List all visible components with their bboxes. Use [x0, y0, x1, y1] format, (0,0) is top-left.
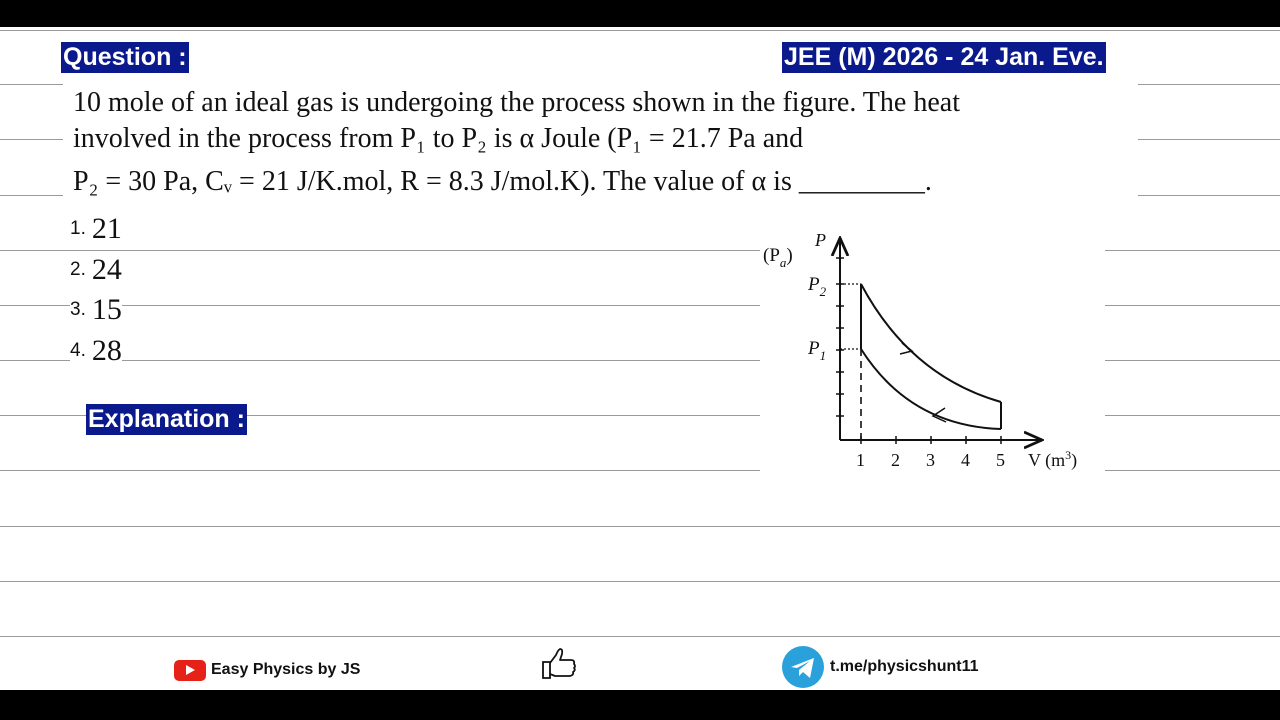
explanation-tag: Explanation :	[88, 405, 245, 433]
arrow-left-icon	[933, 408, 946, 422]
telegram-link[interactable]	[782, 647, 979, 687]
x-axis-label: V $(m^3)$	[1028, 448, 1078, 470]
x-tick-label: 3	[926, 450, 935, 470]
x-tick-label: 4	[961, 450, 970, 470]
p2-label: $P_2$	[808, 274, 827, 299]
y-unit-label: $(P_a)$	[763, 245, 793, 270]
ruled-line	[0, 30, 1280, 31]
upper-curve	[861, 284, 1001, 402]
bottom-black-bar	[0, 690, 1280, 720]
ruled-line	[0, 636, 1280, 637]
pv-diagram-svg	[760, 226, 1105, 474]
telegram-handle: t.me/physicshunt11	[830, 658, 979, 675]
option-value: 24	[91, 253, 122, 286]
youtube-icon	[174, 660, 206, 681]
option-1[interactable]	[70, 212, 122, 248]
option-value: 21	[91, 212, 122, 245]
telegram-icon	[782, 646, 824, 688]
ruled-line	[0, 581, 1280, 582]
option-number: 2.	[70, 259, 86, 280]
x-tick-label: 5	[996, 450, 1005, 470]
top-black-bar	[0, 0, 1280, 27]
option-value: 28	[91, 334, 122, 367]
ruled-line	[0, 526, 1280, 527]
y-axis-label: P	[815, 230, 826, 250]
option-number: 4.	[70, 340, 86, 361]
question-line-3: P₂ = 30 Pa, Cᵥ = 21 J/K.mol, R = 8.3 J/mol.K). The value of α is _________.	[73, 166, 932, 197]
arrow-down-right-icon	[900, 343, 912, 354]
exam-tag: JEE (M) 2026 - 24 Jan. Eve.	[784, 43, 1104, 71]
x-tick-label: 2	[891, 450, 900, 470]
question-tag: Question :	[63, 43, 187, 71]
youtube-channel[interactable]	[174, 655, 360, 685]
pv-diagram	[760, 226, 1105, 474]
thumbs-up-icon	[540, 647, 580, 681]
option-number: 3.	[70, 299, 86, 320]
like-button[interactable]	[540, 649, 580, 679]
option-number: 1.	[70, 218, 86, 239]
lower-curve	[861, 349, 1001, 429]
question-line-1: 10 mole of an ideal gas is undergoing the process shown in the figure. The heat	[73, 87, 960, 118]
question-text	[63, 84, 1138, 202]
option-value: 15	[91, 293, 122, 326]
option-4[interactable]	[70, 334, 122, 370]
option-3[interactable]	[70, 293, 122, 329]
x-tick-label: 1	[856, 450, 865, 470]
question-line-2: involved in the process from P₁ to P₂ is α Joule (P₁ = 21.7 Pa and	[73, 123, 804, 154]
p1-label: $P_1$	[808, 338, 827, 363]
option-2[interactable]	[70, 253, 122, 289]
channel-name: Easy Physics by JS	[211, 661, 361, 678]
